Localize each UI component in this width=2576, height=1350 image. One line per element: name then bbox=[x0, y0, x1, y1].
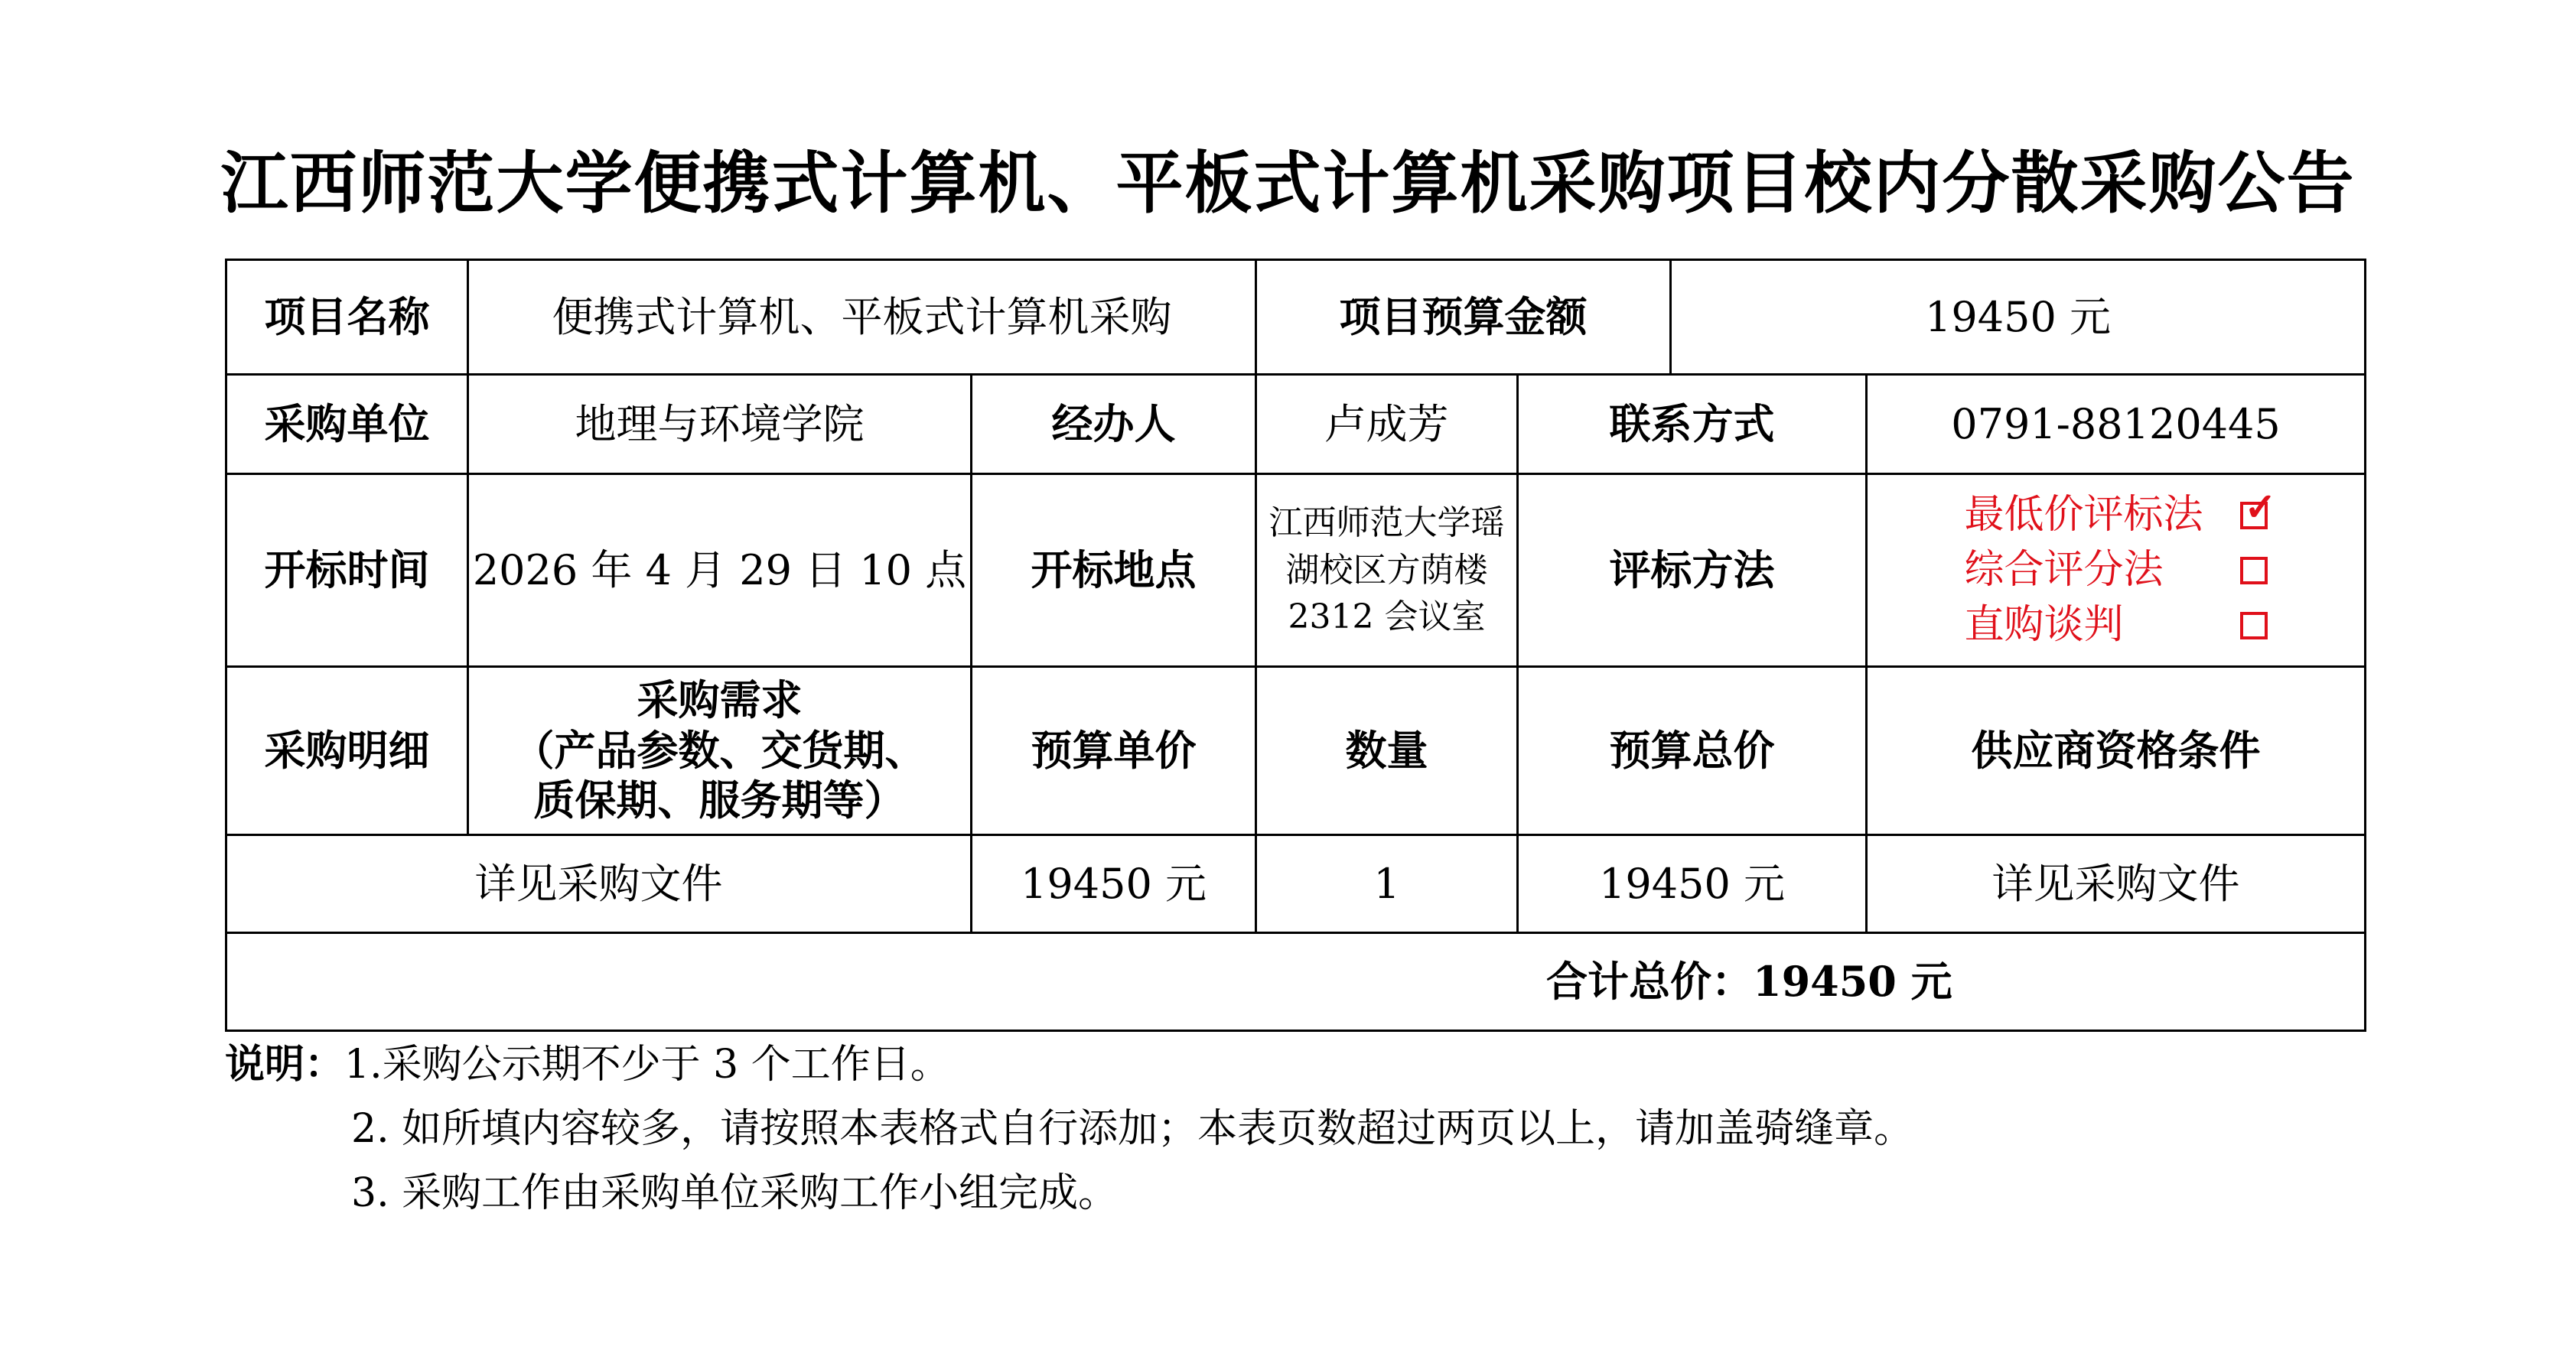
grand-total bbox=[230, 957, 1952, 1007]
handler-value: 卢成芳 bbox=[1256, 375, 1518, 474]
unit-value: 地理与环境学院 bbox=[468, 375, 972, 474]
checkbox-empty-icon[interactable] bbox=[2240, 612, 2268, 639]
contact-label: 联系方式 bbox=[1518, 375, 1867, 474]
contact-value: 0791-88120445 bbox=[1867, 375, 2366, 474]
budget-value: 19450 元 bbox=[1671, 260, 2366, 375]
open-time-label: 开标时间 bbox=[226, 474, 468, 667]
quantity-value: 1 bbox=[1256, 835, 1518, 933]
total-price-value: 19450 元 bbox=[1518, 835, 1867, 933]
unit-price-value: 19450 元 bbox=[972, 835, 1256, 933]
row-detail-header bbox=[226, 667, 2366, 835]
method-option-label: 综合评分法 bbox=[1964, 546, 2164, 593]
note-text: 1.采购公示期不少于 3 个工作日。 bbox=[344, 1042, 950, 1088]
row-grand-total bbox=[226, 933, 2366, 1031]
detail-label: 采购明细 bbox=[226, 667, 468, 835]
method-label: 评标方法 bbox=[1518, 474, 1867, 667]
requirement-header-line: 采购需求 bbox=[637, 675, 803, 724]
note-line-1 bbox=[225, 1033, 1913, 1097]
grand-total-value: 19450 元 bbox=[1753, 956, 1952, 1006]
project-name-label: 项目名称 bbox=[226, 260, 468, 375]
note-line-3: 3. 采购工作由采购单位采购工作小组完成。 bbox=[351, 1170, 1119, 1216]
requirement-header-line: 质保期、服务期等） bbox=[533, 776, 906, 825]
supplier-header: 供应商资格条件 bbox=[1867, 667, 2366, 835]
handler-label: 经办人 bbox=[972, 375, 1256, 474]
requirement-header bbox=[468, 667, 972, 835]
page-title: 江西师范大学便携式计算机、平板式计算机采购项目校内分散采购公告 bbox=[220, 144, 2356, 223]
checkbox-empty-icon[interactable] bbox=[2240, 557, 2268, 584]
method-option-direct-negotiation[interactable] bbox=[1965, 598, 2268, 653]
requirement-header-line: （产品参数、交货期、 bbox=[513, 725, 927, 775]
note-line-2: 2. 如所填内容较多，请按照本表格式自行添加；本表页数超过两页以上，请加盖骑缝章。 bbox=[351, 1106, 1914, 1152]
row-project bbox=[226, 260, 2366, 375]
method-option-lowest-price[interactable] bbox=[1964, 483, 2277, 543]
checkbox-checked-icon[interactable] bbox=[2240, 483, 2277, 529]
unit-label: 采购单位 bbox=[226, 375, 468, 474]
method-option-label: 直购谈判 bbox=[1964, 601, 2124, 648]
project-name-value: 便携式计算机、平板式计算机采购 bbox=[468, 260, 1256, 375]
row-opening bbox=[226, 474, 2366, 667]
checkmark-icon: ✓ bbox=[2244, 483, 2277, 529]
open-time-value: 2026 年 4 月 29 日 10 点 bbox=[468, 474, 972, 667]
row-unit bbox=[226, 375, 2366, 474]
unit-price-header: 预算单价 bbox=[972, 667, 1256, 835]
method-option-label: 最低价评标法 bbox=[1964, 491, 2203, 538]
notes-prefix: 说明： bbox=[225, 1041, 345, 1088]
grand-total-cell bbox=[226, 933, 2366, 1031]
supplier-value: 详见采购文件 bbox=[1867, 835, 2366, 933]
total-price-header: 预算总价 bbox=[1518, 667, 1867, 835]
open-place-value: 江西师范大学瑶湖校区方荫楼 2312 会议室 bbox=[1256, 474, 1518, 667]
open-place-label: 开标地点 bbox=[972, 474, 1256, 667]
budget-label: 项目预算金额 bbox=[1256, 260, 1671, 375]
row-detail-values bbox=[226, 835, 2366, 933]
requirement-value: 详见采购文件 bbox=[226, 835, 972, 933]
method-list bbox=[1964, 483, 2277, 653]
method-options bbox=[1867, 474, 2366, 667]
method-option-comprehensive[interactable] bbox=[1965, 543, 2268, 598]
procurement-table bbox=[225, 259, 2366, 1032]
grand-total-label: 合计总价： bbox=[1546, 956, 1753, 1006]
notes bbox=[225, 1033, 1913, 1225]
quantity-header: 数量 bbox=[1256, 667, 1518, 835]
